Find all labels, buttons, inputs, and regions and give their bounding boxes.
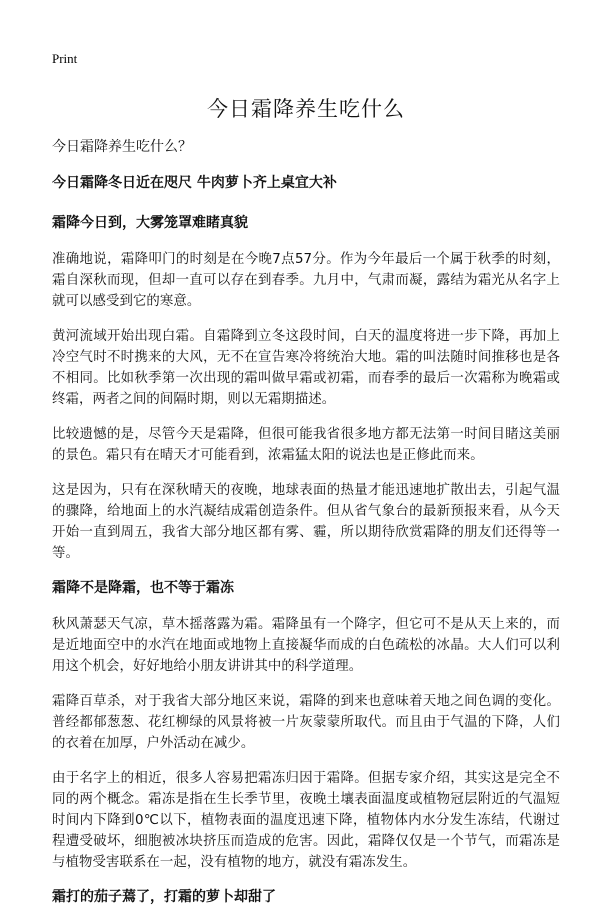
article-subtitle: 今日霜降养生吃什么？ — [52, 139, 192, 155]
section-heading: 霜降今日到，大雾笼罩难睹真貌 — [52, 215, 248, 231]
paragraph: 这是因为，只有在深秋晴天的夜晚，地球表面的热量才能迅速地扩散出去，引起气温的骤降，给地面上的水汽凝结成霜创造条件。但从省气象台的最新预报来看，从今天开始一直到周五，我省大部分地区都有雾、霾，所以期待欣赏霜降的朋友们还得等一等。 — [52, 483, 560, 561]
section-heading: 霜降不是降霜，也不等于霜冻 — [52, 580, 234, 596]
paragraph: 霜降百草杀，对于我省大部分地区来说，霜降的到来也意味着天地之间色调的变化。普经都郁葱葱、花红柳绿的风景将被一片灰蒙蒙所取代。而且由于气温的下降，人们的衣着在加厚，户外活动在减少。 — [52, 694, 560, 751]
article-section-1 — [52, 213, 560, 564]
article-section-3 — [52, 887, 560, 907]
article-section-2 — [52, 578, 560, 873]
paragraph: 准确地说，霜降叩门的时刻是在今晚7点57分。作为今年最后一个属于秋季的时刻，霜自深秋而现，但却一直可以存在到春季。九月中，气肃而凝，露结为霜光从名字上就可以感受到它的寒意。 — [52, 252, 560, 309]
article-title: 今日霜降养生吃什么 — [207, 97, 405, 121]
print-link[interactable]: Print — [52, 51, 78, 66]
section-heading: 霜打的茄子蔫了，打霜的萝卜却甜了 — [52, 889, 276, 905]
paragraph: 比较遗憾的是，尽管今天是霜降，但很可能我省很多地方都无法第一时间目睹这美丽的景色。霜只有在晴天才可能看到，浓霜猛太阳的说法也是正修此而来。 — [52, 427, 560, 463]
article-headline: 今日霜降冬日近在咫尺 牛肉萝卜齐上桌宜大补 — [52, 175, 337, 191]
paragraph: 由于名字上的相近，很多人容易把霜冻归因于霜降。但据专家介绍，其实这是完全不同的两个概念。霜冻是指在生长季节里，夜晚土壤表面温度或植物冠层附近的气温短时间内下降到0℃以下，植物表面的温度迅速下降，植物体内水分发生冻结，代谢过程遭受破坏，细胞被冰块挤压而造成的危害。因此，霜降仅仅是一个节气，而霜冻是与植物受害联系在一起，没有植物的地方，就没有霜冻发生。 — [52, 771, 560, 870]
paragraph: 秋风萧瑟天气凉，草木摇落露为霜。霜降虽有一个降字，但它可不是从天上来的，而是近地面空中的水汽在地面或地物上直接凝华而成的白色疏松的冰晶。大人们可以利用这个机会，好好地给小朋友讲讲其中的科学道理。 — [52, 617, 560, 674]
paragraph: 黄河流域开始出现白霜。自霜降到立冬这段时间，白天的温度将进一步下降，再加上冷空气时不时携来的大风，无不在宣告寒冷将统治大地。霜的叫法随时间推移也是各不相同。比如秋季第一次出现的霜叫做早霜或初霜，而春季的最后一次霜称为晚霜或终霜，两者之间的间隔时期，则以无霜期描述。 — [52, 329, 560, 407]
